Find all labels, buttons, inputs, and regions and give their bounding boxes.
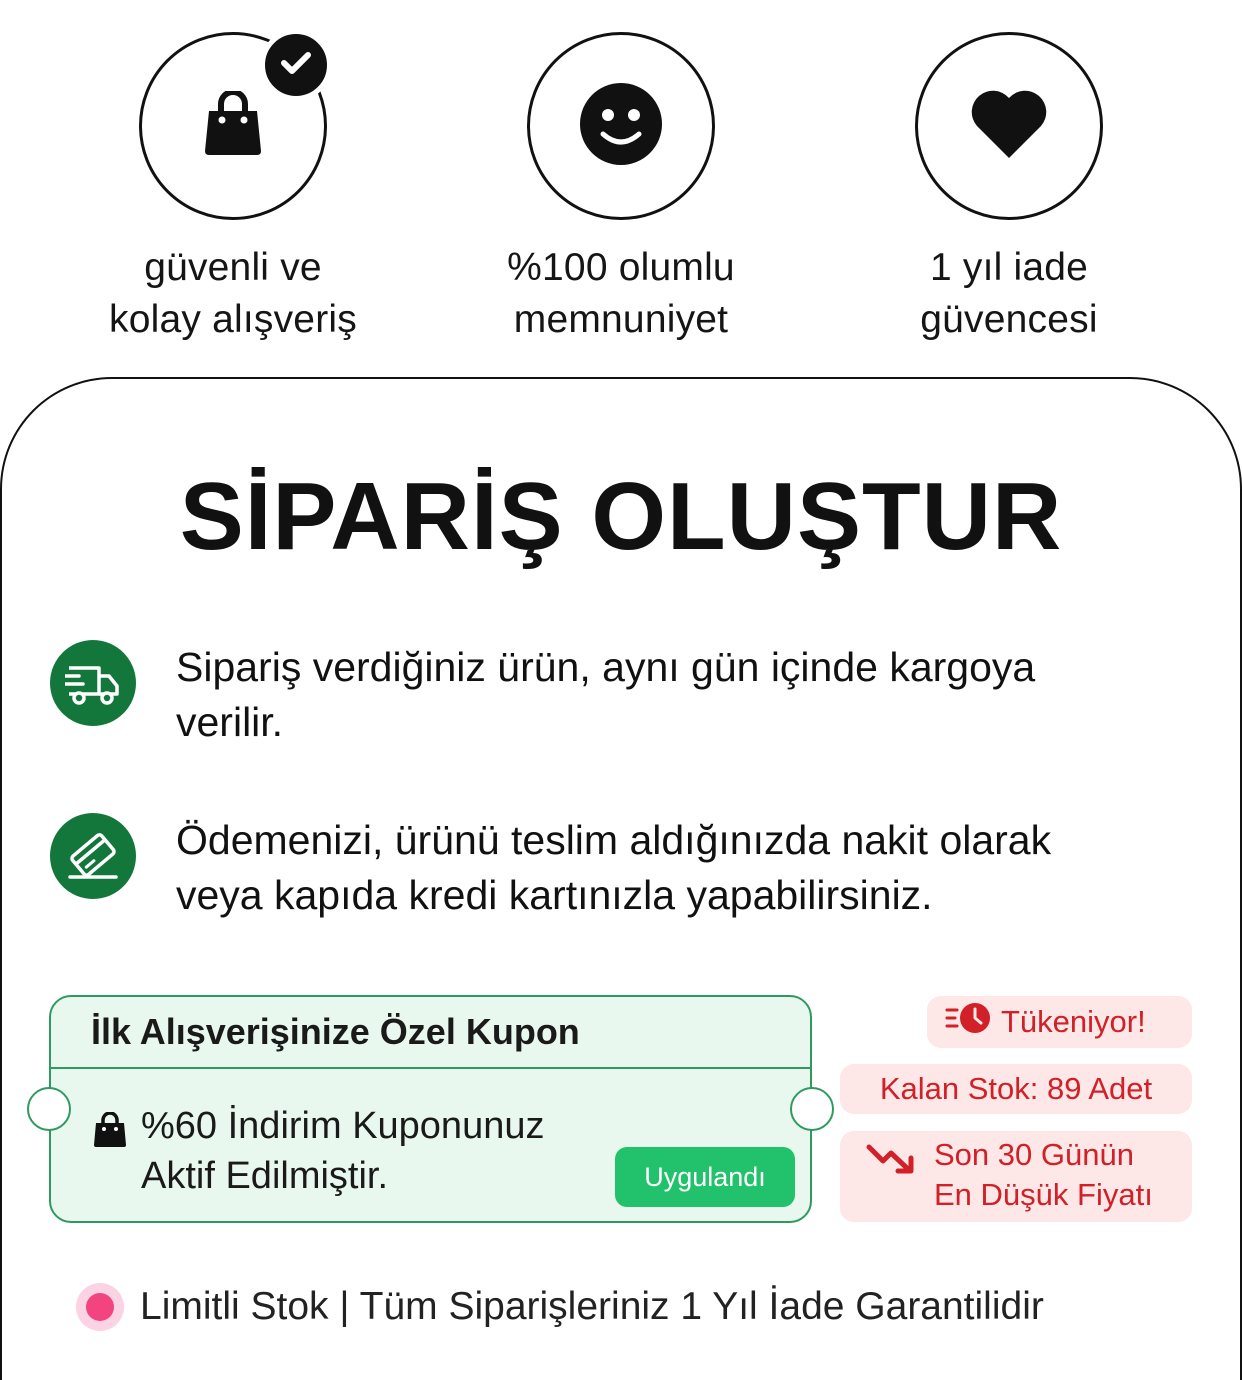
running-out-badge — [927, 996, 1192, 1048]
feature-caption-line1: 1 yıl iade — [929, 246, 1089, 289]
lowest-price-badge — [840, 1131, 1192, 1222]
shipping-info-line1: Sipariş verdiğiniz ürün, aynı gün içinde kargoya — [176, 644, 1036, 690]
payment-info-line1: Ödemenizi, ürünü teslim aldığınızda nakit olarak — [176, 817, 1052, 863]
running-out-text: Tükeniyor! — [1001, 1004, 1146, 1039]
coupon-header-text: İlk Alışverişinize Özel Kupon — [91, 1011, 580, 1052]
shopping-bag-icon — [203, 91, 263, 162]
lowest-price-text — [934, 1135, 1153, 1215]
shipping-info — [50, 640, 1210, 750]
stock-text: Kalan Stok: 89 Adet — [879, 1071, 1153, 1106]
feature-return-guarantee — [849, 32, 1169, 346]
check-badge — [260, 29, 332, 101]
coupon-card — [49, 995, 812, 1223]
feature-circle — [915, 32, 1103, 220]
feature-caption-line1: %100 olumlu — [507, 246, 735, 289]
feature-caption-line2: kolay alışveriş — [109, 298, 357, 341]
coupon-body — [141, 1101, 544, 1201]
status-dot-icon — [76, 1283, 124, 1331]
payment-info — [50, 813, 1210, 923]
clock-list-icon — [945, 1001, 991, 1043]
delivery-truck-icon — [50, 640, 136, 726]
coupon-notch-right — [790, 1087, 834, 1131]
feature-secure-shopping — [73, 32, 393, 346]
coupon-notch-left — [27, 1087, 71, 1131]
feature-caption — [461, 242, 781, 346]
page-title: SİPARİŞ OLUŞTUR — [179, 463, 1063, 570]
coupon-applied-button[interactable]: Uygulandı — [615, 1147, 795, 1207]
trend-down-icon — [866, 1141, 916, 1183]
feature-caption — [73, 242, 393, 346]
coupon-line1: %60 İndirim Kuponunuz — [141, 1105, 545, 1147]
feature-caption — [849, 242, 1169, 346]
shipping-info-text — [176, 640, 1035, 750]
feature-satisfaction — [461, 32, 781, 346]
feature-caption-line2: güvencesi — [920, 298, 1098, 341]
credit-card-icon — [50, 813, 136, 899]
footer-text: Limitli Stok | Tüm Siparişleriniz 1 Yıl İade Garantilidir — [140, 1285, 1044, 1328]
feature-circle — [139, 32, 327, 220]
coupon-header — [51, 997, 810, 1069]
shipping-info-line2: verilir. — [176, 699, 284, 745]
feature-caption-line2: memnuniyet — [513, 298, 729, 341]
lowest-price-line1: Son 30 Günün — [934, 1137, 1134, 1172]
payment-info-line2: veya kapıda kredi kartınızla yapabilirsiniz. — [176, 872, 933, 918]
coupon-line2: Aktif Edilmiştir. — [141, 1155, 389, 1197]
shopping-bag-icon — [93, 1112, 127, 1153]
lowest-price-line2: En Düşük Fiyatı — [934, 1177, 1153, 1212]
features-row — [0, 0, 1242, 360]
stock-badge — [840, 1064, 1192, 1114]
footer-note — [76, 1283, 1044, 1331]
smiley-icon — [579, 82, 663, 171]
check-icon — [281, 51, 311, 80]
feature-circle — [527, 32, 715, 220]
payment-info-text — [176, 813, 1051, 923]
feature-caption-line1: güvenli ve — [144, 246, 322, 289]
heart-icon — [969, 88, 1049, 165]
